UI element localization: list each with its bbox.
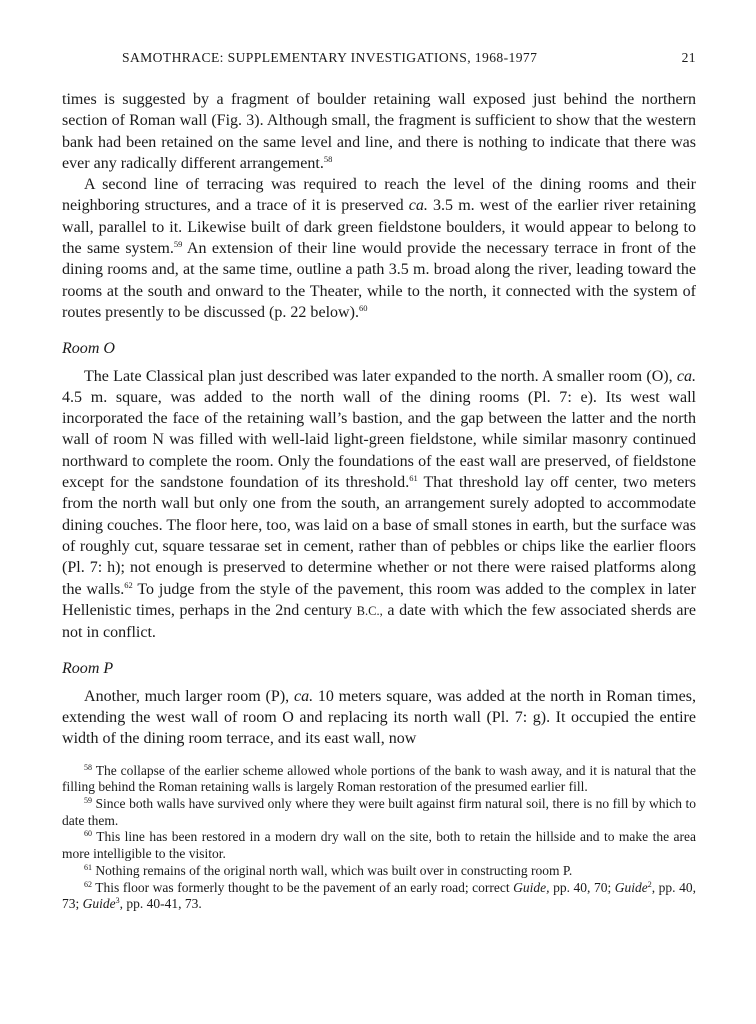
page (62, 50, 696, 913)
body-text (62, 89, 696, 750)
running-title: SAMOTHRACE: SUPPLEMENTARY INVESTIGATIONS, 1968-1977 (122, 50, 538, 65)
footnote-ref[interactable]: 61 (409, 473, 418, 484)
footnote-ref[interactable]: 62 (124, 579, 133, 590)
footnote-ref[interactable]: 60 (358, 302, 368, 313)
paragraph: A second line of terracing was required to reach the level of the dining rooms and their neighboring structures, and a trace of it is preserved ca. 3.5 m. west of the earlier river retaining wall, parallel to it. Likewise built of dark green fieldstone boulders, it would appear to belong to the same system.$^{59}$ An extension of their line would provide the necessary terrace in front of the dining rooms and, at the same time, outline a path 3.5 m. broad along the river, leading toward the rooms at the south and onward to the Theater, while to the north, it connected with the system of routes presently to be discussed (p. 22 below).$^{60}$ (62, 176, 697, 321)
footnote-62: $^{62}$ This floor was formerly thought to be the pavement of an early road; correct Guide, pp. 40, 70; Guide$^2$, pp. 40, 73; Guide$^3$, pp. 40-41, 73. (62, 879, 696, 912)
footnote-59: $^{59}$ Since both walls have survived only where they were built against firm natural soil, there is no fill by which to date them. (62, 796, 696, 828)
paragraph: The Late Classical plan just described was later expanded to the north. A smaller room (O), ca. 4.5 m. square, was added to the north wall of the dining rooms (Pl. 7: e). Its west wall incorporated the face of the retaining wall’s bastion, and the gap between the latter and the north wall of room N was filled with well-laid light-green fieldstone, while similar masonry continued northward to complete the room. Only the foundations of the east wall are preserved, of fieldstone except for the sandstone foundation of its threshold.$^{61}$ That threshold lay off center, two meters from the north wall but only one from the south, an arrangement surely adopted to accommodate dining couches. The floor here, too, was laid on a base of small stones in earth, but the surface was of roughly cut, square tessarae set in cement, rather than of pebbles or chips like the earlier floors (Pl. 7: h); not enough is preserved to determine whether or not there were raised platforms along the walls.$^{62}$ To judge from the style of the pavement, this room was added to the complex in later Hellenistic times, perhaps in the 2nd century B.C., a date with which the few associated sherds are not in conflict. (62, 367, 696, 642)
footnote-ref[interactable]: 59 (173, 239, 183, 250)
running-header (62, 50, 696, 74)
section-heading-room-o: Room O (62, 340, 115, 358)
page-number: 21 (681, 50, 696, 65)
footnote-61: $^{61}$ Nothing remains of the original north wall, which was built over in constructing room P. (84, 862, 573, 878)
footnotes (62, 763, 696, 913)
paragraph: Another, much larger room (P), ca. 10 meters square, was added at the north in Roman times, extending the west wall of room O and replacing its north wall (Pl. 7: g). It occupied the entire width of the dining room terrace, and its east wall, now (62, 687, 696, 748)
footnote-60: $^{60}$ This line has been restored in a modern dry wall on the site, both to retain the hillside and to make the area more intelligible to the visitor. (62, 829, 696, 862)
footnote-ref[interactable]: 58 (323, 153, 333, 164)
section-heading-room-p: Room P (62, 660, 114, 678)
paragraph: times is suggested by a fragment of boulder retaining wall exposed just behind the northern section of Roman wall (Fig. 3). Although small, the fragment is sufficient to show that the western bank had been retained on the same level and line, and there is nothing to indicate that there was ever any radically different arrangement.$^{58}$ (62, 91, 696, 172)
footnote-58: $^{58}$ The collapse of the earlier scheme allowed whole portions of the bank to wash away, and it is natural that the filling behind the Roman retaining walls is largely Roman restoration of the presumed earlier fill. (62, 762, 696, 795)
